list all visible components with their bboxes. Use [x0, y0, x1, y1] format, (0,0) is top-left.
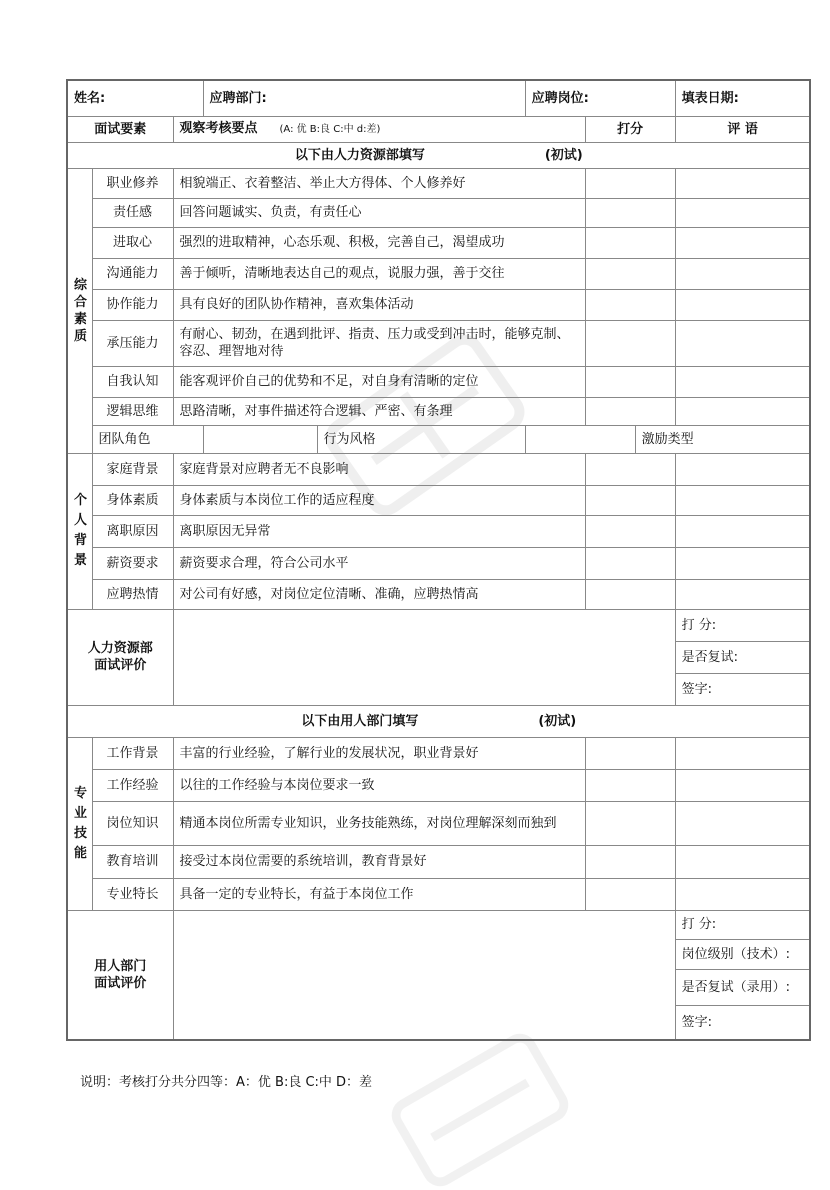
- dept-section-stage: (初试): [538, 713, 577, 729]
- table-row: [67, 515, 810, 547]
- hr-section-title: [67, 142, 810, 168]
- table-row: [67, 289, 810, 320]
- factor-description: 善于倾听，清晰地表达自己的观点，说服力强，善于交往: [173, 258, 585, 289]
- factor-label: 职业修养: [92, 168, 173, 198]
- factor-description: 思路清晰，对事件描述符合逻辑、严密、有条理: [173, 397, 585, 425]
- score-cell[interactable]: [585, 485, 675, 515]
- comment-cell[interactable]: [675, 320, 810, 366]
- comment-cell[interactable]: [675, 397, 810, 425]
- score-cell[interactable]: [585, 737, 675, 769]
- hr-section-title-text: 以下由人力资源部填写: [294, 147, 425, 163]
- factor-label: 协作能力: [92, 289, 173, 320]
- factor-description: 强烈的进取精神，心态乐观、积极，完善自己，渴望成功: [173, 227, 585, 258]
- factor-label: 应聘热情: [92, 579, 173, 609]
- dept-section-title: [67, 705, 810, 737]
- table-row: [67, 769, 810, 801]
- table-row: [67, 198, 810, 227]
- table-row: [67, 547, 810, 579]
- comment-cell[interactable]: [675, 515, 810, 547]
- factor-label: 进取心: [92, 227, 173, 258]
- table-row: [67, 397, 810, 425]
- interview-evaluation-table: [66, 79, 811, 1041]
- comment-cell[interactable]: [675, 737, 810, 769]
- factor-label: 承压能力: [92, 320, 173, 366]
- score-cell[interactable]: [585, 320, 675, 366]
- factor-description: 家庭背景对应聘者无不良影响: [173, 453, 585, 485]
- factor-label: 身体素质: [92, 485, 173, 515]
- table-row: [67, 425, 810, 453]
- hr-eval-second-interview[interactable]: 是否复试:: [675, 641, 810, 673]
- comment-cell[interactable]: [675, 878, 810, 910]
- score-cell[interactable]: [585, 198, 675, 227]
- factor-description: 回答问题诚实、负责，有责任心: [173, 198, 585, 227]
- factor-description: 相貌端正、衣着整洁、举止大方得体、个人修养好: [173, 168, 585, 198]
- comment-cell[interactable]: [675, 579, 810, 609]
- comment-cell[interactable]: [675, 289, 810, 320]
- factor-description: 接受过本岗位需要的系统培训，教育背景好: [173, 845, 585, 878]
- table-row: [67, 320, 810, 366]
- footer-note: 说明：考核打分共分四等：A：优 B:良 C:中 D：差: [80, 1075, 373, 1090]
- score-cell[interactable]: [585, 227, 675, 258]
- hr-evaluation-content[interactable]: [173, 609, 675, 705]
- factor-description: 具备一定的专业特长，有益于本岗位工作: [173, 878, 585, 910]
- score-cell[interactable]: [585, 515, 675, 547]
- table-row: [67, 258, 810, 289]
- comment-cell[interactable]: [675, 258, 810, 289]
- factor-description: 丰富的行业经验，了解行业的发展状况，职业背景好: [173, 737, 585, 769]
- factor-label: 沟通能力: [92, 258, 173, 289]
- comment-cell[interactable]: [675, 769, 810, 801]
- factor-description: 有耐心、韧劲，在遇到批评、指责、压力或受到冲击时，能够克制、容忍、理智地对待: [173, 320, 585, 366]
- hr-eval-signature[interactable]: 签字:: [675, 673, 810, 705]
- score-cell[interactable]: [585, 258, 675, 289]
- department-field[interactable]: 应聘部门:: [203, 80, 525, 116]
- behavior-style-label: 行为风格: [317, 425, 525, 453]
- table-row: [67, 227, 810, 258]
- dept-section-title-text: 以下由用人部门填写: [301, 713, 419, 729]
- dept-eval-score[interactable]: 打 分:: [675, 910, 810, 939]
- hr-section-stage: (初试): [544, 147, 583, 163]
- factor-label: 责任感: [92, 198, 173, 227]
- factor-label: 工作经验: [92, 769, 173, 801]
- factor-description: 具有良好的团队协作精神，喜欢集体活动: [173, 289, 585, 320]
- dept-evaluation-label: 用人部门 面试评价: [67, 910, 173, 1040]
- comment-cell[interactable]: [675, 547, 810, 579]
- name-field[interactable]: 姓名:: [67, 80, 203, 116]
- factor-label: 薪资要求: [92, 547, 173, 579]
- factor-description: 对公司有好感，对岗位定位清晰、准确，应聘热情高: [173, 579, 585, 609]
- table-row: [67, 366, 810, 397]
- position-field[interactable]: 应聘岗位:: [525, 80, 675, 116]
- comment-cell[interactable]: [675, 801, 810, 845]
- col-header-grades: (A: 优 B:良 C:中 d:差): [279, 124, 381, 135]
- table-row: [67, 737, 810, 769]
- comment-cell[interactable]: [675, 168, 810, 198]
- factor-label: 逻辑思维: [92, 397, 173, 425]
- table-row: [67, 168, 810, 198]
- factor-description: 身体素质与本岗位工作的适应程度: [173, 485, 585, 515]
- interview-form: [66, 79, 811, 1041]
- score-cell[interactable]: [585, 453, 675, 485]
- table-row: [67, 453, 810, 485]
- score-cell[interactable]: [585, 801, 675, 845]
- date-field[interactable]: 填表日期:: [675, 80, 810, 116]
- score-cell[interactable]: [585, 845, 675, 878]
- dept-eval-position-level[interactable]: 岗位级别（技术）:: [675, 939, 810, 969]
- team-role-label: 团队角色: [92, 425, 203, 453]
- score-cell[interactable]: [585, 769, 675, 801]
- col-header-points-label: 观察考核要点: [179, 121, 258, 136]
- hr-eval-score[interactable]: 打 分:: [675, 609, 810, 641]
- factor-description: 薪资要求合理，符合公司水平: [173, 547, 585, 579]
- hr-evaluation-label: 人力资源部 面试评价: [67, 609, 173, 705]
- factor-label: 离职原因: [92, 515, 173, 547]
- factor-label: 教育培训: [92, 845, 173, 878]
- col-header-score: 打分: [585, 116, 675, 142]
- category-professional-skills: 专 业 技 能: [67, 737, 92, 910]
- comment-cell[interactable]: [675, 366, 810, 397]
- comment-cell[interactable]: [675, 485, 810, 515]
- behavior-style-value[interactable]: [525, 425, 635, 453]
- table-row: [67, 845, 810, 878]
- score-cell[interactable]: [585, 397, 675, 425]
- factor-label: 家庭背景: [92, 453, 173, 485]
- score-cell[interactable]: [585, 289, 675, 320]
- score-cell[interactable]: [585, 366, 675, 397]
- team-role-value[interactable]: [203, 425, 317, 453]
- comment-cell[interactable]: [675, 227, 810, 258]
- factor-label: 专业特长: [92, 878, 173, 910]
- factor-description: 离职原因无异常: [173, 515, 585, 547]
- table-row: [67, 878, 810, 910]
- category-comprehensive-quality: 综 合 素 质: [67, 168, 92, 453]
- col-header-comment: 评 语: [675, 116, 810, 142]
- category-personal-background: 个 人 背 景: [67, 453, 92, 609]
- factor-label: 工作背景: [92, 737, 173, 769]
- table-row: [67, 579, 810, 609]
- score-cell[interactable]: [585, 547, 675, 579]
- table-row: [67, 801, 810, 845]
- dept-evaluation-content[interactable]: [173, 910, 675, 1040]
- score-cell[interactable]: [585, 878, 675, 910]
- factor-description: 能客观评价自己的优势和不足，对自身有清晰的定位: [173, 366, 585, 397]
- watermark-logo-bottom: [370, 1030, 590, 1190]
- score-cell[interactable]: [585, 168, 675, 198]
- score-cell[interactable]: [585, 579, 675, 609]
- factor-label: 岗位知识: [92, 801, 173, 845]
- dept-eval-second-interview[interactable]: 是否复试（录用）:: [675, 969, 810, 1005]
- comment-cell[interactable]: [675, 845, 810, 878]
- comment-cell[interactable]: [675, 198, 810, 227]
- comment-cell[interactable]: [675, 453, 810, 485]
- table-row: [67, 485, 810, 515]
- col-header-points: [173, 116, 585, 142]
- factor-description: 以往的工作经验与本岗位要求一致: [173, 769, 585, 801]
- col-header-factor: 面试要素: [67, 116, 173, 142]
- dept-eval-signature[interactable]: 签字:: [675, 1005, 810, 1040]
- motivation-type-label: 激励类型: [635, 425, 810, 453]
- factor-description: 精通本岗位所需专业知识，业务技能熟练，对岗位理解深刻而独到: [173, 801, 585, 845]
- factor-label: 自我认知: [92, 366, 173, 397]
